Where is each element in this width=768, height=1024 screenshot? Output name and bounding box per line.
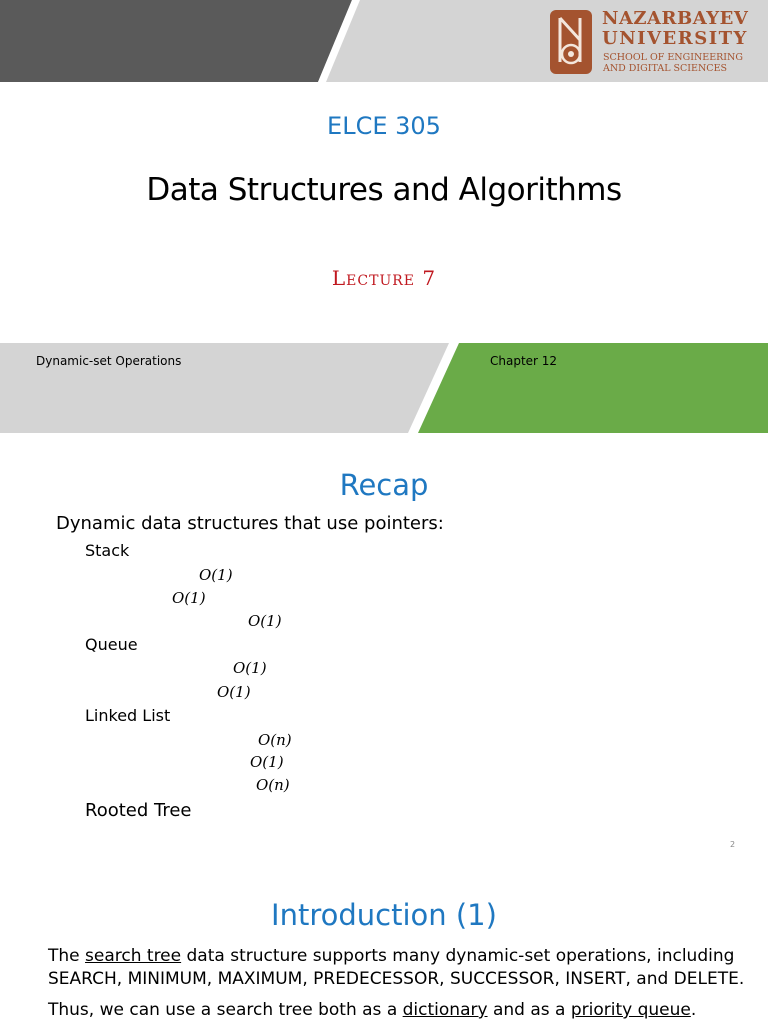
queue-complexity-2: O(1) [217, 683, 251, 701]
logo-name: NAZARBAYEV [602, 8, 749, 29]
search-tree-term: search tree [85, 946, 182, 966]
intro-line-3-post: . [690, 1000, 697, 1020]
rooted-tree-label: Rooted Tree [85, 800, 192, 821]
linked-list-complexity-3: O(n) [256, 776, 290, 794]
intro-line-3-pre: Thus, we can use a search tree both as a [48, 1000, 403, 1020]
topic-label: Dynamic-set Operations [36, 354, 182, 368]
intro-line-3 [48, 1000, 696, 1020]
linked-list-complexity-2: O(1) [250, 753, 284, 771]
logo-school-line-2: AND DIGITAL SCIENCES [603, 63, 728, 74]
university-logo [548, 8, 760, 78]
intro-line-1-post: data structure supports many dynamic-set operations, including [181, 946, 735, 966]
introduction-title: Introduction (1) [271, 898, 497, 932]
dictionary-term: dictionary [402, 1000, 488, 1020]
intro-line-1 [48, 946, 734, 966]
priority-queue-term: priority queue [570, 1000, 691, 1020]
nu-emblem-icon [550, 10, 592, 74]
page-number: 2 [730, 840, 736, 849]
queue-label: Queue [85, 635, 138, 654]
linked-list-label: Linked List [85, 706, 171, 725]
stack-complexity-2: O(1) [172, 589, 206, 607]
intro-line-3-mid: and as a [487, 1000, 571, 1020]
recap-title: Recap [339, 468, 429, 502]
course-title: Data Structures and Algorithms [146, 172, 622, 208]
recap-intro: Dynamic data structures that use pointers: [56, 513, 444, 534]
course-code: ELCE 305 [327, 112, 441, 140]
linked-list-complexity-1: O(n) [258, 731, 292, 749]
logo-subname: UNIVERSITY [602, 28, 748, 49]
logo-school-line-1: SCHOOL OF ENGINEERING [603, 52, 743, 63]
stack-complexity-1: O(1) [199, 566, 233, 584]
chapter-label: Chapter 12 [490, 354, 558, 368]
lecture-label: Lecture 7 [331, 266, 437, 290]
stack-complexity-3: O(1) [248, 612, 282, 630]
queue-complexity-1: O(1) [233, 659, 267, 677]
intro-line-1-pre: The [48, 946, 86, 966]
stack-label: Stack [85, 541, 130, 560]
intro-line-2: SEARCH, MINIMUM, MAXIMUM, PREDECESSOR, SUCCESSOR, INSERT, and DELETE. [48, 969, 745, 989]
